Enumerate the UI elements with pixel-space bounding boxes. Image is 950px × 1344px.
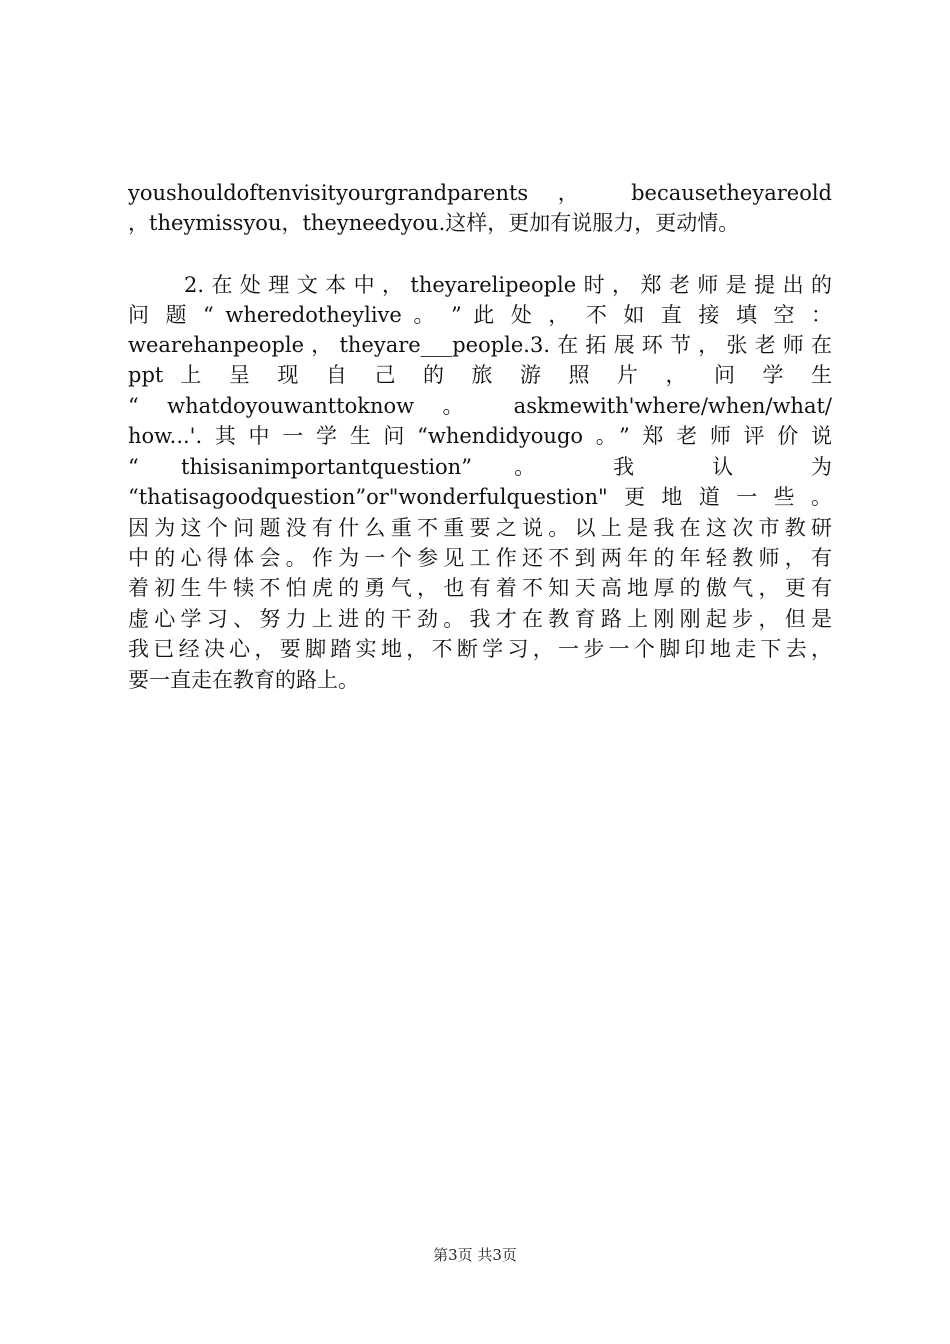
text-line-12: 中的心得体会。作为一个参见工作还不到两年的年轻教师，有 — [128, 546, 832, 570]
text-line-10: “thatisagoodquestion”or"wonderfulquestion"更地道一些。 — [128, 485, 832, 509]
text-line-13: 着初生牛犊不怕虎的勇气，也有着不知天高地厚的傲气，更有 — [128, 576, 832, 600]
text-line-3: 2.在处理文本中，theyarelipeople时，郑老师是提出的 — [184, 273, 832, 297]
text-line-14: 虚心学习、努力上进的干劲。我才在教育路上刚刚起步，但是 — [128, 607, 832, 631]
text-line-2: ，theymissyou，theyneedyou.这样，更加有说服力，更动情。 — [128, 211, 740, 235]
text-line-4: 问 题 “ wheredotheylive 。 ” 此 处 ， 不 如 直 接 填 空 ： — [128, 303, 832, 327]
text-line-1: youshouldoftenvisityourgrandparents ， becausetheyareold — [128, 181, 832, 205]
page-footer: 第3页 共3页 — [433, 1246, 517, 1264]
text-line-15: 我已经决心，要脚踏实地，不断学习，一步一个脚印地走下去， — [128, 637, 832, 661]
text-line-7: “ whatdoyouwanttoknow 。 askmewith'where/when/what/ — [128, 394, 832, 418]
text-line-9: “ thisisanimportantquestion” 。 我 认 为 — [128, 455, 832, 479]
text-line-6: ppt 上 呈 现 自 己 的 旅 游 照 片 ， 问 学 生 — [128, 363, 832, 387]
text-line-11: 因为这个问题没有什么重不重要之说。以上是我在这次市教研 — [128, 516, 832, 540]
text-line-16: 要一直走在教育的路上。 — [128, 668, 359, 692]
text-line-5: wearehanpeople，theyare___people.3.在拓展环节，张老师在 — [128, 333, 832, 357]
text-line-8: how...'.其中一学生问“whendidyougo。”郑老师评价说 — [128, 424, 832, 448]
